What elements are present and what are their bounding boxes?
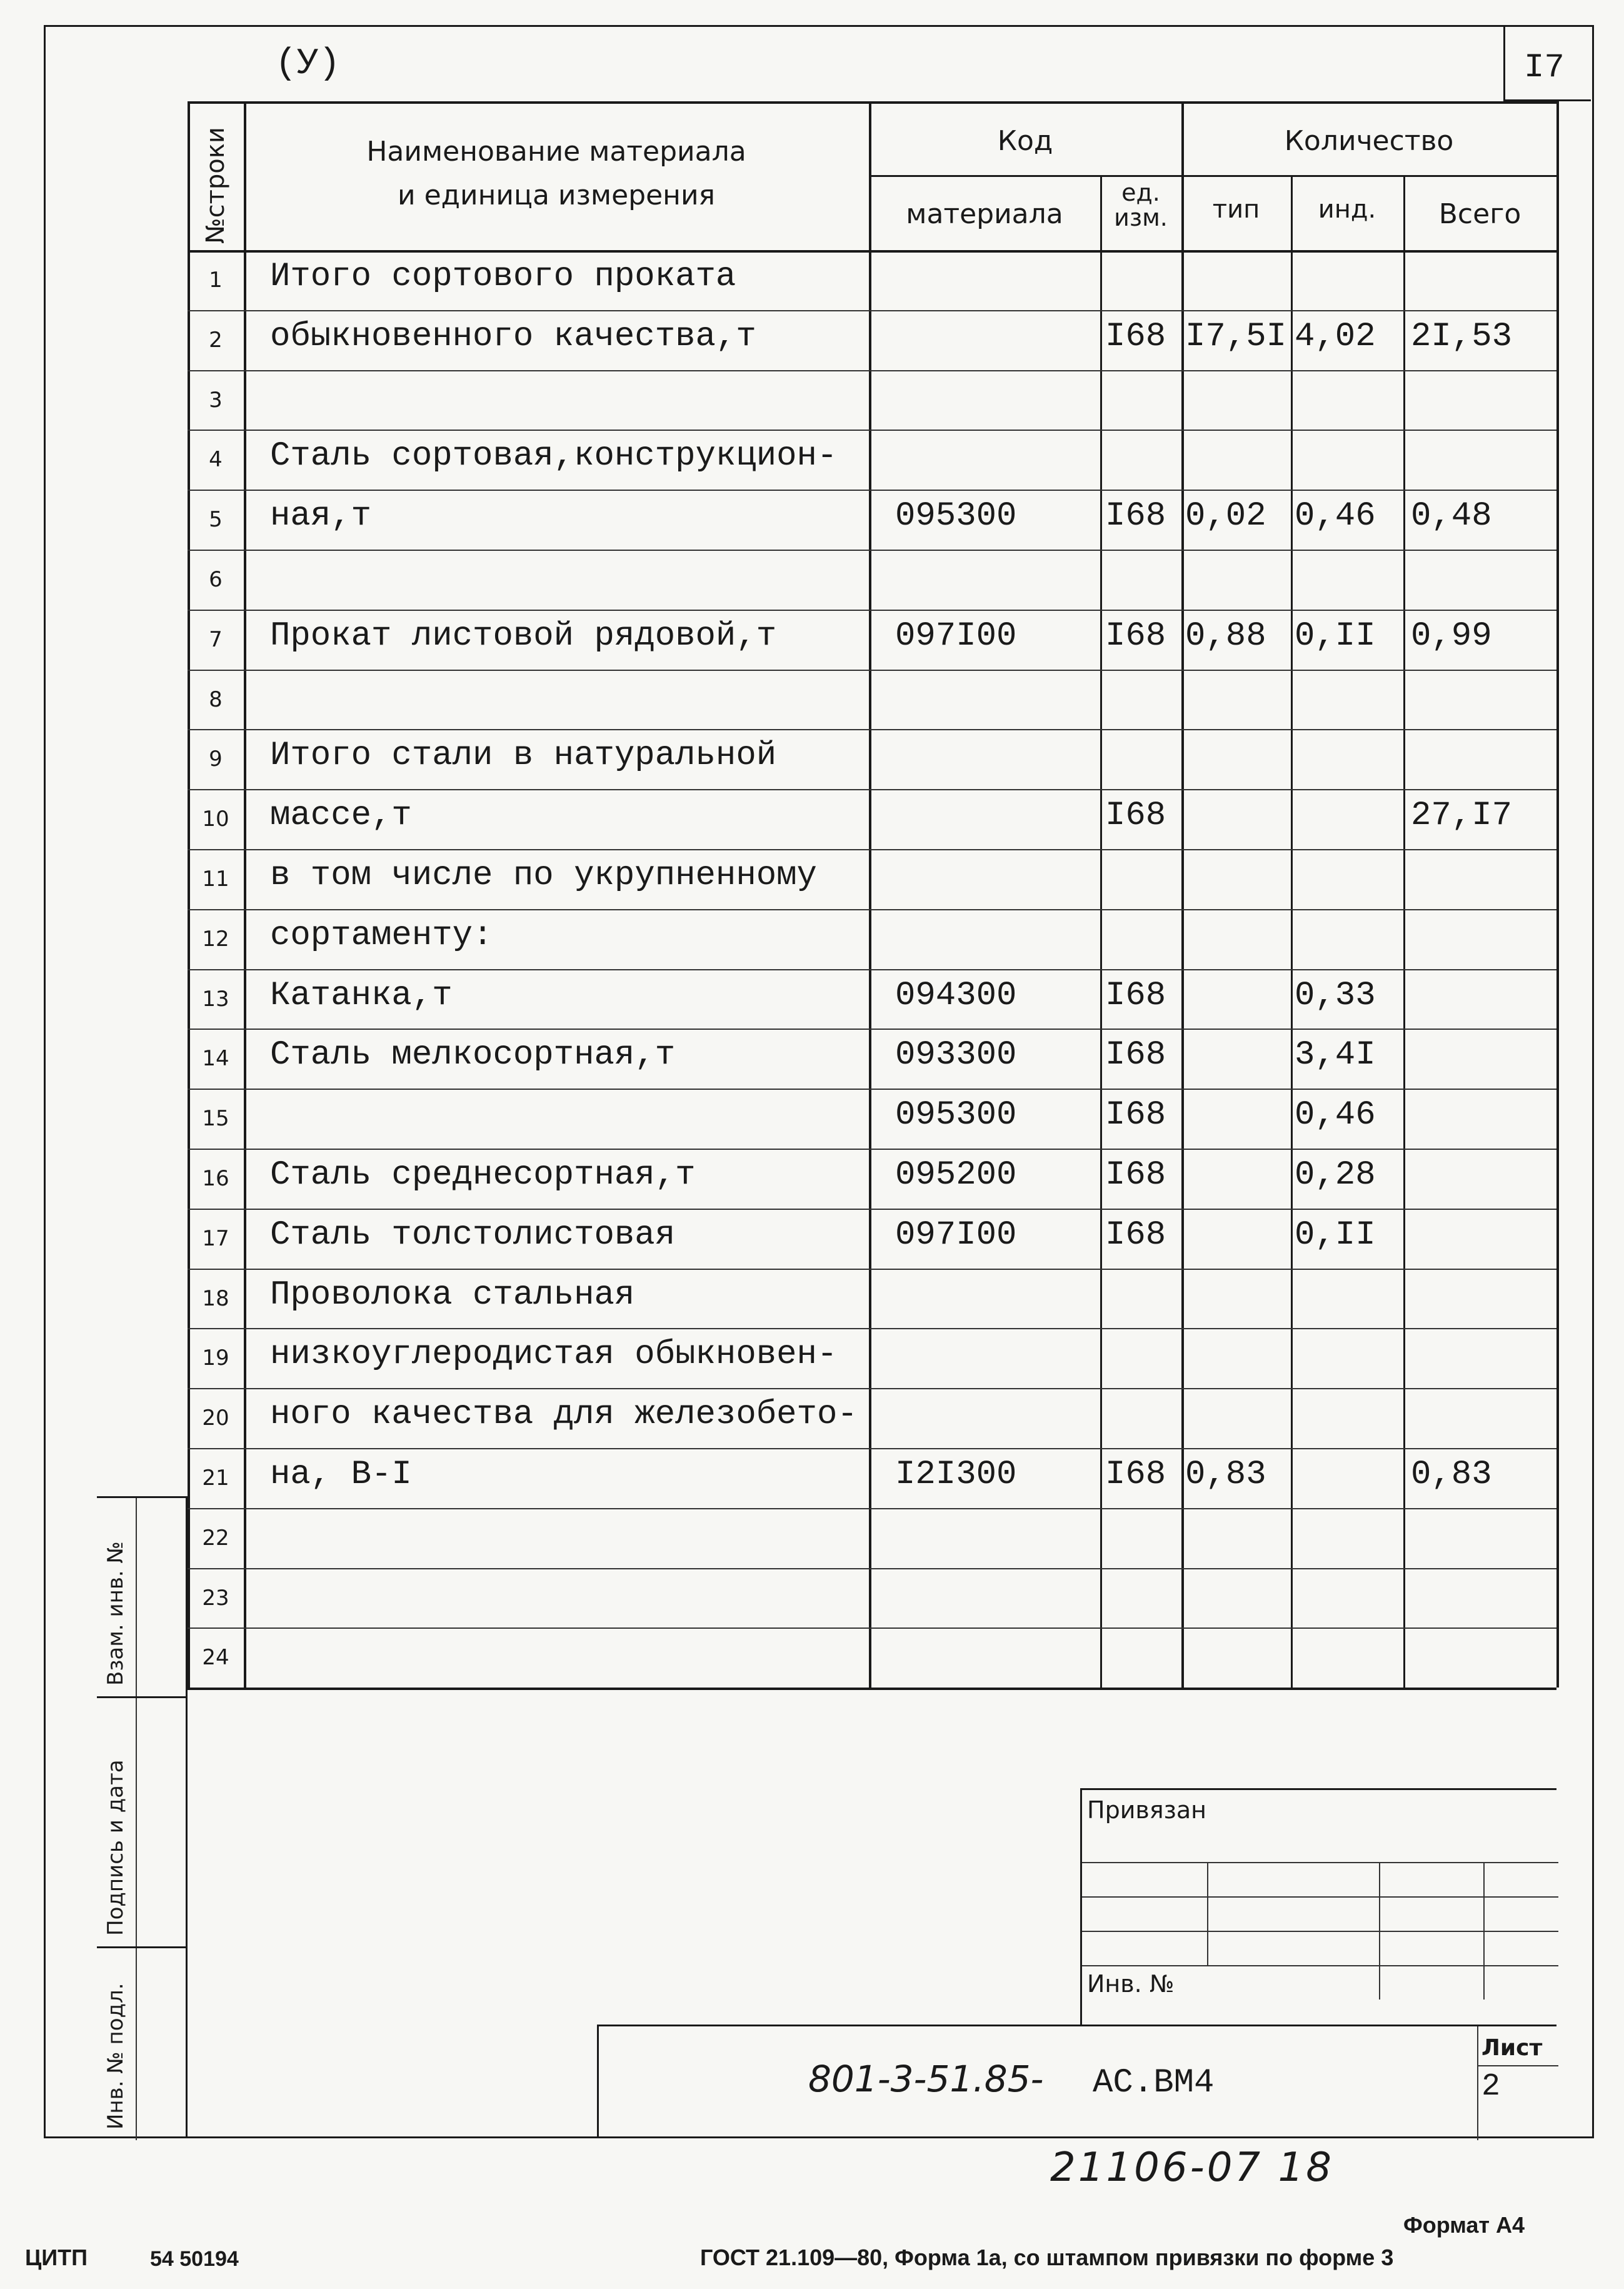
row-name: на, В-I	[270, 1456, 412, 1494]
row-ind: 0,II	[1295, 616, 1376, 655]
header-row-number: №строки	[201, 127, 230, 244]
list-value: 2	[1481, 2069, 1501, 2105]
row-name: Итого стали в натуральной	[270, 737, 777, 775]
header-unit-line1: ед.	[1121, 179, 1160, 206]
row-number: 15	[202, 1106, 229, 1132]
row-code: I2I300	[895, 1456, 1017, 1494]
label-inv-podl: Инв. № подл.	[103, 1983, 128, 2130]
table-border-bottom	[188, 1688, 1556, 1690]
row-number: 18	[202, 1285, 229, 1311]
header-name-line1: Наименование материала	[366, 136, 746, 168]
row-number: 19	[202, 1346, 229, 1371]
header-unit-line2: изм.	[1114, 204, 1168, 231]
row-name: Сталь среднесортная,т	[270, 1156, 696, 1194]
label-signature-date: Подпись и дата	[103, 1759, 128, 1936]
table-row	[188, 1627, 1556, 1688]
table-row	[188, 670, 1556, 730]
row-code: 097I00	[895, 1215, 1017, 1254]
row-unit: I68	[1105, 976, 1166, 1015]
header-name-line2: и единица измерения	[397, 179, 716, 211]
row-ind: 0,46	[1295, 1096, 1376, 1135]
row-number: 5	[209, 507, 223, 533]
row-name: Сталь мелкосортная,т	[270, 1036, 676, 1075]
document-code-handwritten: 801-3-51.85-	[808, 2058, 1044, 2100]
footer-gost: ГОСТ 21.109—80, Форма 1а, со штампом привязки по форме 3	[700, 2245, 1394, 2270]
footer-org: ЦИТП	[25, 2245, 88, 2270]
row-number: 17	[202, 1225, 229, 1251]
table-row	[188, 1508, 1556, 1568]
materials-table	[188, 101, 1556, 1689]
row-type: 0,88	[1185, 616, 1266, 655]
row-type: 0,02	[1185, 497, 1266, 536]
row-ind: 0,46	[1295, 497, 1376, 536]
row-ind: 0,28	[1295, 1156, 1376, 1194]
row-number: 12	[202, 926, 229, 952]
header-code-material: материала	[906, 198, 1063, 230]
header-total: Всего	[1438, 198, 1521, 230]
row-unit: I68	[1105, 616, 1166, 655]
row-number: 16	[202, 1166, 229, 1191]
document-code-typed: АС.ВМ4	[1093, 2064, 1215, 2102]
row-total: 0,48	[1411, 497, 1492, 536]
row-number: 20	[202, 1406, 229, 1431]
row-code: 093300	[895, 1036, 1017, 1075]
footer-order-number: 54 50194	[150, 2247, 239, 2271]
row-unit: I68	[1105, 1456, 1166, 1494]
row-number: 21	[202, 1466, 229, 1491]
row-code: 097I00	[895, 616, 1017, 655]
row-name: Итого сортового проката	[270, 258, 736, 296]
binding-stamp	[1080, 1788, 1556, 2026]
table-row	[188, 550, 1556, 610]
row-unit: I68	[1105, 1156, 1166, 1194]
row-number: 9	[209, 747, 223, 772]
side-stamp	[97, 1496, 188, 2138]
row-number: 1	[209, 268, 223, 293]
row-number: 14	[202, 1046, 229, 1072]
row-unit: I68	[1105, 1215, 1166, 1254]
row-number: 23	[202, 1585, 229, 1611]
table-border-right	[1556, 101, 1559, 1688]
header-code: Код	[997, 125, 1053, 157]
sheet-number-box	[1503, 25, 1591, 101]
row-code: 095300	[895, 497, 1017, 536]
row-unit: I68	[1105, 497, 1166, 536]
row-name: в том числе по укрупненному	[270, 857, 817, 895]
document-code-box	[597, 2025, 1556, 2138]
row-code: 095200	[895, 1156, 1017, 1194]
row-number: 24	[202, 1645, 229, 1671]
header-type: тип	[1212, 195, 1260, 224]
row-total: 2I,53	[1411, 317, 1513, 356]
row-ind: 0,33	[1295, 976, 1376, 1015]
header-ind: инд.	[1318, 195, 1376, 224]
row-number: 6	[209, 567, 223, 592]
row-unit: I68	[1105, 1036, 1166, 1075]
row-name: ного качества для железобето-	[270, 1396, 858, 1434]
row-name: обыкновенного качества,т	[270, 317, 756, 356]
row-name: Сталь толстолистовая	[270, 1215, 676, 1254]
corner-label: (У)	[275, 44, 341, 84]
format-label: Формат А4	[1403, 2212, 1525, 2238]
row-name: Проволока стальная	[270, 1275, 635, 1314]
header-quantity: Количество	[1284, 125, 1454, 157]
row-name: массе,т	[270, 797, 412, 835]
row-ind: 3,4I	[1295, 1036, 1376, 1075]
inv-no-label: Инв. №	[1087, 1970, 1175, 1998]
table-row	[188, 370, 1556, 430]
row-number: 8	[209, 687, 223, 712]
row-code: 094300	[895, 976, 1017, 1015]
row-number: 10	[202, 807, 229, 832]
row-ind: 4,02	[1295, 317, 1376, 356]
row-name: Катанка,т	[270, 976, 453, 1015]
row-name: низкоуглеродистая обыкновен-	[270, 1336, 838, 1374]
row-name: Сталь сортовая,конструкцион-	[270, 437, 838, 476]
row-number: 4	[209, 447, 223, 473]
sheet-number: I7	[1524, 49, 1565, 87]
row-name: сортаменту:	[270, 916, 493, 955]
row-number: 13	[202, 986, 229, 1012]
row-total: 0,99	[1411, 616, 1492, 655]
row-unit: I68	[1105, 1096, 1166, 1135]
row-type: I7,5I	[1185, 317, 1287, 356]
row-number: 22	[202, 1525, 229, 1551]
table-row	[188, 1568, 1556, 1628]
table-border-top	[188, 101, 1556, 104]
row-number: 11	[202, 867, 229, 892]
handwritten-number: 21106-07 18	[1050, 2145, 1334, 2191]
row-number: 7	[209, 626, 223, 652]
row-code: 095300	[895, 1096, 1017, 1135]
list-label: Лист	[1481, 2035, 1543, 2061]
row-name: ная,т	[270, 497, 372, 536]
row-unit: I68	[1105, 317, 1166, 356]
privyazan-label: Привязан	[1087, 1796, 1206, 1824]
row-ind: 0,II	[1295, 1215, 1376, 1254]
label-vzam-inv: Взам. инв. №	[103, 1541, 128, 1686]
header-mid-line	[869, 175, 1556, 177]
row-total: 27,I7	[1411, 797, 1513, 835]
row-number: 3	[209, 387, 223, 413]
row-number: 2	[209, 327, 223, 353]
row-type: 0,83	[1185, 1456, 1266, 1494]
row-unit: I68	[1105, 797, 1166, 835]
row-name: Прокат листовой рядовой,т	[270, 616, 777, 655]
row-total: 0,83	[1411, 1456, 1492, 1494]
